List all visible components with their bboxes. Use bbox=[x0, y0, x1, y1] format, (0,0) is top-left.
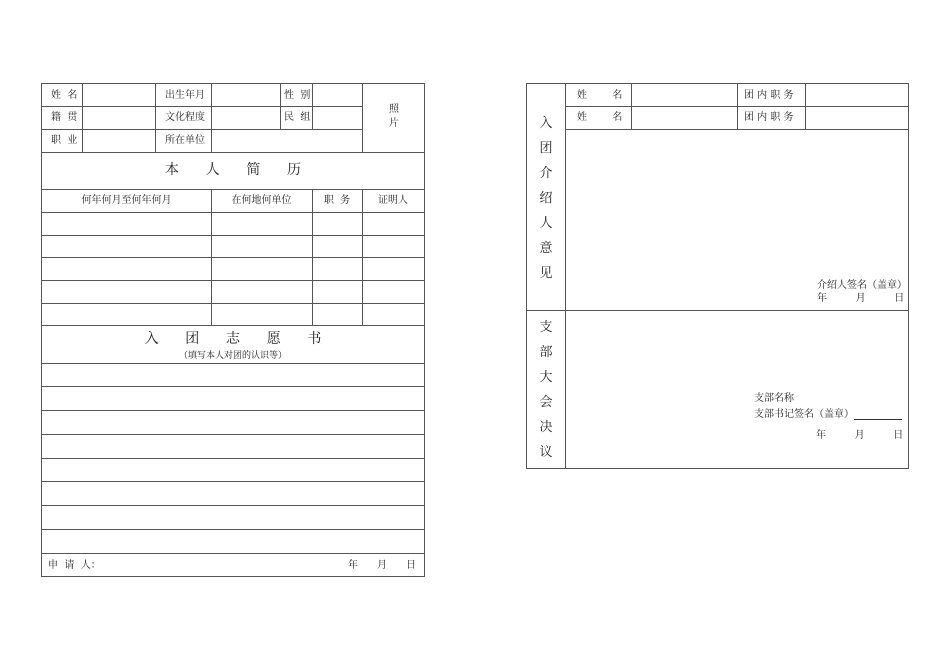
col-header-unit: 在何地何单位 bbox=[231, 195, 292, 206]
row-divider bbox=[42, 458, 424, 459]
side-label-char: 议 bbox=[539, 445, 553, 460]
row-divider bbox=[42, 434, 424, 435]
native-place-label: 籍 贯 bbox=[51, 112, 78, 123]
side-label-char: 见 bbox=[539, 266, 553, 281]
col-divider bbox=[631, 84, 632, 129]
application-form-right bbox=[526, 83, 909, 469]
secretary-signature-text: 支部书记签名（盖章） bbox=[754, 409, 854, 420]
row-divider bbox=[42, 106, 362, 107]
col-divider bbox=[155, 84, 156, 152]
education-label: 文化程度 bbox=[165, 112, 205, 123]
side-label-char: 绍 bbox=[539, 191, 553, 206]
introducer-duty-label: 团 内 职 务 bbox=[744, 90, 794, 101]
occupation-label: 职 业 bbox=[51, 135, 78, 146]
side-label-char: 介 bbox=[539, 166, 553, 181]
row-divider bbox=[42, 212, 424, 213]
introducer-date-label: 年 月 日 bbox=[817, 293, 905, 304]
date-year-label: 年 bbox=[348, 560, 358, 571]
birth-date-label: 出生年月 bbox=[165, 90, 205, 101]
row-divider bbox=[42, 386, 424, 387]
row-divider bbox=[42, 152, 424, 153]
side-label-char: 意 bbox=[539, 241, 553, 256]
row-divider bbox=[42, 481, 424, 482]
row-divider bbox=[42, 189, 424, 190]
side-label-char: 部 bbox=[539, 345, 553, 360]
side-label-char: 大 bbox=[539, 370, 553, 385]
col-divider bbox=[312, 189, 313, 325]
col-divider bbox=[737, 84, 738, 129]
row-divider bbox=[42, 325, 424, 326]
col-divider bbox=[362, 189, 363, 325]
section-divider bbox=[527, 310, 908, 311]
gender-label: 性 别 bbox=[284, 90, 311, 101]
branch-name-label: 支部名称 bbox=[754, 393, 794, 404]
row-divider bbox=[42, 410, 424, 411]
side-label-char: 决 bbox=[539, 420, 553, 435]
date-month-label: 月 bbox=[377, 560, 387, 571]
side-label-char: 入 bbox=[539, 116, 553, 131]
workplace-label: 所在单位 bbox=[165, 135, 205, 146]
col-divider bbox=[362, 84, 363, 152]
side-label-char: 会 bbox=[539, 395, 553, 410]
row-divider bbox=[42, 505, 424, 506]
signature-line bbox=[854, 410, 902, 420]
ethnicity-label: 民 组 bbox=[284, 112, 311, 123]
row-divider bbox=[565, 129, 908, 130]
col-divider bbox=[312, 84, 313, 129]
application-title: 入 团 志 愿 书 bbox=[144, 331, 322, 347]
col-divider bbox=[211, 189, 212, 325]
introducer-opinion-side-label bbox=[536, 111, 556, 286]
row-divider bbox=[42, 529, 424, 530]
col-divider bbox=[280, 84, 281, 129]
row-divider bbox=[42, 280, 424, 281]
name-label: 姓 名 bbox=[51, 90, 78, 101]
col-header-period: 何年何月至何年何月 bbox=[81, 195, 172, 206]
col-divider bbox=[211, 84, 212, 152]
introducer-name-label: 姓 名 bbox=[577, 90, 623, 101]
branch-date-label: 年 月 日 bbox=[816, 430, 904, 441]
side-label-char: 团 bbox=[539, 141, 553, 156]
row-divider bbox=[42, 257, 424, 258]
side-column-divider bbox=[565, 84, 566, 468]
col-header-witness: 证明人 bbox=[378, 195, 408, 206]
application-subtitle: （填写本人对团的认识等） bbox=[178, 351, 287, 361]
introducer-name-label: 姓 名 bbox=[577, 112, 623, 123]
secretary-signature-label bbox=[754, 410, 902, 420]
row-divider bbox=[42, 129, 362, 130]
applicant-label: 申 请 人： bbox=[48, 560, 101, 571]
side-label-char: 支 bbox=[539, 320, 553, 335]
row-divider bbox=[42, 363, 424, 364]
resume-title: 本 人 简 历 bbox=[164, 162, 302, 178]
row-divider bbox=[42, 303, 424, 304]
col-header-position: 职 务 bbox=[323, 195, 351, 206]
photo-label: 照 bbox=[389, 104, 399, 115]
application-form-left bbox=[41, 83, 425, 577]
introducer-duty-label: 团 内 职 务 bbox=[744, 112, 794, 123]
col-divider bbox=[805, 84, 806, 129]
col-divider bbox=[82, 84, 83, 152]
branch-resolution-side-label bbox=[536, 315, 556, 465]
side-label-char: 人 bbox=[539, 216, 553, 231]
date-day-label: 日 bbox=[406, 560, 416, 571]
row-divider bbox=[42, 553, 424, 554]
row-divider bbox=[42, 235, 424, 236]
photo-label: 片 bbox=[389, 118, 399, 129]
introducer-signature-label: 介绍人签名（盖章） bbox=[817, 280, 907, 291]
